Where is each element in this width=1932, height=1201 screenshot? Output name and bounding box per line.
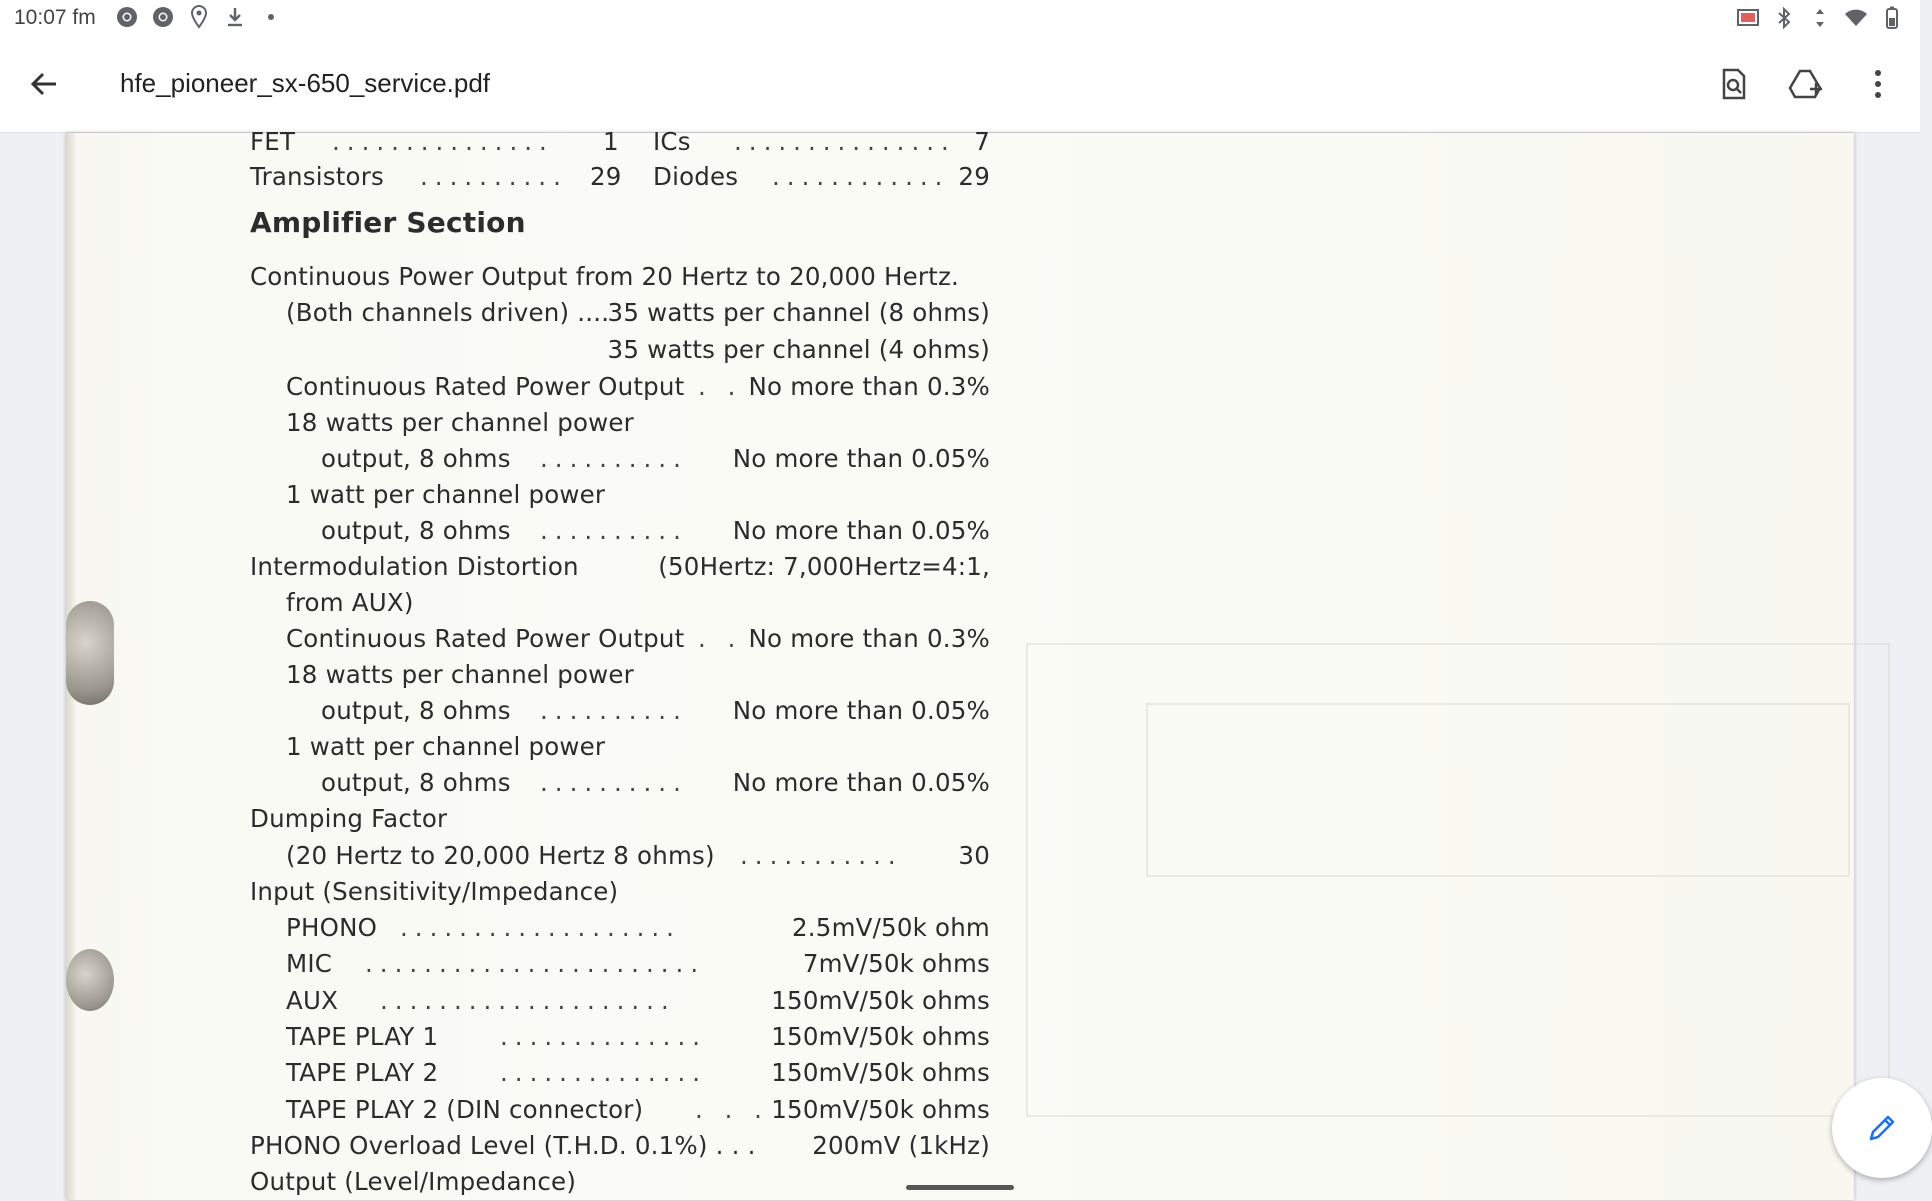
- spec-value: 150mV/50k ohms: [771, 986, 990, 1015]
- pdf-viewer[interactable]: [0, 127, 1920, 1200]
- status-left-icons: [115, 5, 283, 29]
- bluetooth-icon: [1772, 6, 1796, 30]
- spec-label: 1 watt per channel power: [286, 480, 606, 509]
- wifi-icon: [1844, 6, 1868, 30]
- spec-label: MIC: [286, 949, 333, 978]
- binder-hole: [66, 601, 114, 705]
- gesture-nav-handle[interactable]: [906, 1185, 1014, 1190]
- spec-row: [250, 1131, 990, 1165]
- spec-label: Output (Level/Impedance): [250, 1167, 577, 1196]
- edit-fab-button[interactable]: [1832, 1078, 1932, 1178]
- leader-dots: ..........: [540, 444, 688, 473]
- cast-icon: [1736, 6, 1760, 30]
- back-button[interactable]: [20, 60, 68, 108]
- spec-row: [250, 804, 990, 838]
- spec-row: [250, 660, 990, 694]
- spec-row: [250, 298, 990, 332]
- add-to-drive-button[interactable]: [1782, 60, 1830, 108]
- spec-label: TAPE PLAY 1: [286, 1022, 439, 1051]
- input-row: [250, 986, 990, 1020]
- leader-dots: ...............: [734, 127, 956, 156]
- chrome-icon: [151, 5, 175, 29]
- spec-row: [250, 768, 990, 802]
- spec-value: No more than 0.3%: [748, 372, 990, 401]
- spec-label: 18 watts per channel power: [286, 408, 634, 437]
- spec-label: Dumping Factor: [250, 804, 448, 833]
- spec-value: 200mV (1kHz): [812, 1131, 990, 1160]
- spec-label: AUX: [286, 986, 339, 1015]
- data-arrows-icon: [1808, 6, 1832, 30]
- spec-label: output, 8 ohms: [321, 444, 511, 473]
- status-time: 10:07 fm: [14, 6, 96, 29]
- spec-value: 7mV/50k ohms: [802, 949, 990, 978]
- spec-value: 7: [974, 127, 990, 156]
- spec-label: output, 8 ohms: [321, 768, 511, 797]
- edit-pencil-icon: [1865, 1111, 1899, 1145]
- leader-dots: ..........: [420, 162, 568, 191]
- spec-value: No more than 0.05%: [732, 444, 990, 473]
- leader-dots: ..........: [540, 768, 688, 797]
- chrome-icon: [115, 5, 139, 29]
- spec-label: TAPE PLAY 2 (DIN connector): [286, 1095, 644, 1124]
- spec-label: TAPE PLAY 2: [286, 1058, 439, 1087]
- spec-value: 1: [603, 127, 619, 156]
- spec-label: PHONO: [286, 913, 378, 942]
- spec-value: 29: [958, 162, 990, 191]
- download-icon: [223, 5, 247, 29]
- spec-label: Continuous Rated Power Output: [286, 372, 685, 401]
- leader-dots: ..............: [500, 1022, 708, 1051]
- spec-value: No more than 0.3%: [748, 624, 990, 653]
- spec-row: [250, 162, 990, 196]
- leader-dots: ..........: [540, 516, 688, 545]
- leader-dots: . .: [698, 372, 743, 401]
- spec-row: [250, 262, 990, 296]
- leader-dots: ............: [772, 162, 950, 191]
- spec-row: [250, 588, 990, 622]
- more-vert-icon: [1873, 69, 1883, 99]
- battery-icon: [1880, 6, 1904, 30]
- spec-label: output, 8 ohms: [321, 516, 511, 545]
- spec-label: (Both channels driven) ....: [286, 298, 610, 327]
- leader-dots: .......................: [365, 949, 706, 978]
- spec-value: No more than 0.05%: [732, 516, 990, 545]
- spec-value: 35 watts per channel (4 ohms): [607, 335, 990, 364]
- leader-dots: ...........: [740, 841, 903, 870]
- more-options-button[interactable]: [1854, 60, 1902, 108]
- spec-row: [250, 732, 990, 766]
- dot-icon: [259, 5, 283, 29]
- add-to-drive-icon: [1789, 69, 1823, 99]
- spec-row: [250, 841, 990, 875]
- input-row: [250, 1058, 990, 1092]
- spec-label: Input (Sensitivity/Impedance): [250, 877, 619, 906]
- pdf-page: [66, 127, 1854, 1200]
- spec-value: 150mV/50k ohms: [771, 1022, 990, 1051]
- location-icon: [187, 5, 211, 29]
- spec-value: 2.5mV/50k ohm: [792, 913, 990, 942]
- input-row: [250, 1022, 990, 1056]
- status-bar: [0, 0, 1920, 36]
- spec-row: [250, 480, 990, 514]
- leader-dots: . . .: [695, 1095, 769, 1124]
- spec-row: [250, 372, 990, 406]
- find-in-page-icon: [1719, 68, 1749, 100]
- spec-value: No more than 0.05%: [732, 696, 990, 725]
- spec-value: 150mV/50k ohms: [771, 1095, 990, 1124]
- leader-dots: ...................: [400, 913, 681, 942]
- spec-row: [250, 877, 990, 911]
- input-row: [250, 913, 990, 947]
- spec-label: (20 Hertz to 20,000 Hertz 8 ohms): [286, 841, 715, 870]
- spec-label: Transistors: [250, 162, 384, 191]
- spec-value: 29: [590, 162, 622, 191]
- input-row: [250, 1095, 990, 1129]
- spec-label: Intermodulation Distortion: [250, 552, 579, 581]
- spec-value: No more than 0.05%: [732, 768, 990, 797]
- document-title: hfe_pioneer_sx-650_service.pdf: [120, 68, 491, 98]
- arrow-back-icon: [29, 69, 59, 99]
- spec-label: Continuous Rated Power Output: [286, 624, 685, 653]
- spec-value: (50Hertz: 7,000Hertz=4:1,: [658, 552, 990, 581]
- spec-row: [250, 335, 990, 369]
- leader-dots: ...............: [332, 127, 554, 156]
- spec-value: 35 watts per channel (8 ohms): [607, 298, 990, 327]
- status-right-icons: [1736, 6, 1904, 30]
- spec-label: FET: [250, 127, 296, 156]
- spec-row: [250, 1167, 990, 1201]
- spec-row: [250, 552, 990, 586]
- leader-dots: . .: [698, 624, 743, 653]
- spec-row: [250, 624, 990, 658]
- spec-label: 1 watt per channel power: [286, 732, 606, 761]
- spec-label: PHONO Overload Level (T.H.D. 0.1%) . . .: [250, 1131, 756, 1160]
- spec-value: 30: [958, 841, 990, 870]
- spec-label: Diodes: [653, 162, 739, 191]
- spec-label: from AUX): [286, 588, 414, 617]
- app-bar: [0, 36, 1920, 133]
- input-row: [250, 949, 990, 983]
- app-bar-actions: [1710, 60, 1902, 108]
- spec-row: [250, 127, 990, 161]
- find-in-page-button[interactable]: [1710, 60, 1758, 108]
- spec-row: [250, 444, 990, 478]
- spec-label: 18 watts per channel power: [286, 660, 634, 689]
- leader-dots: ..........: [540, 696, 688, 725]
- spec-label: output, 8 ohms: [321, 696, 511, 725]
- binder-hole: [66, 949, 114, 1011]
- bleed-through-box: [1146, 703, 1850, 877]
- spec-row: [250, 408, 990, 442]
- spec-row: [250, 516, 990, 550]
- leader-dots: ..............: [500, 1058, 708, 1087]
- spec-label: ICs: [653, 127, 691, 156]
- spec-value: 150mV/50k ohms: [771, 1058, 990, 1087]
- leader-dots: ....................: [380, 986, 676, 1015]
- section-heading: Amplifier Section: [250, 206, 526, 239]
- spec-row: [250, 696, 990, 730]
- spec-label: Continuous Power Output from 20 Hertz to 20,000 Hertz.: [250, 262, 960, 291]
